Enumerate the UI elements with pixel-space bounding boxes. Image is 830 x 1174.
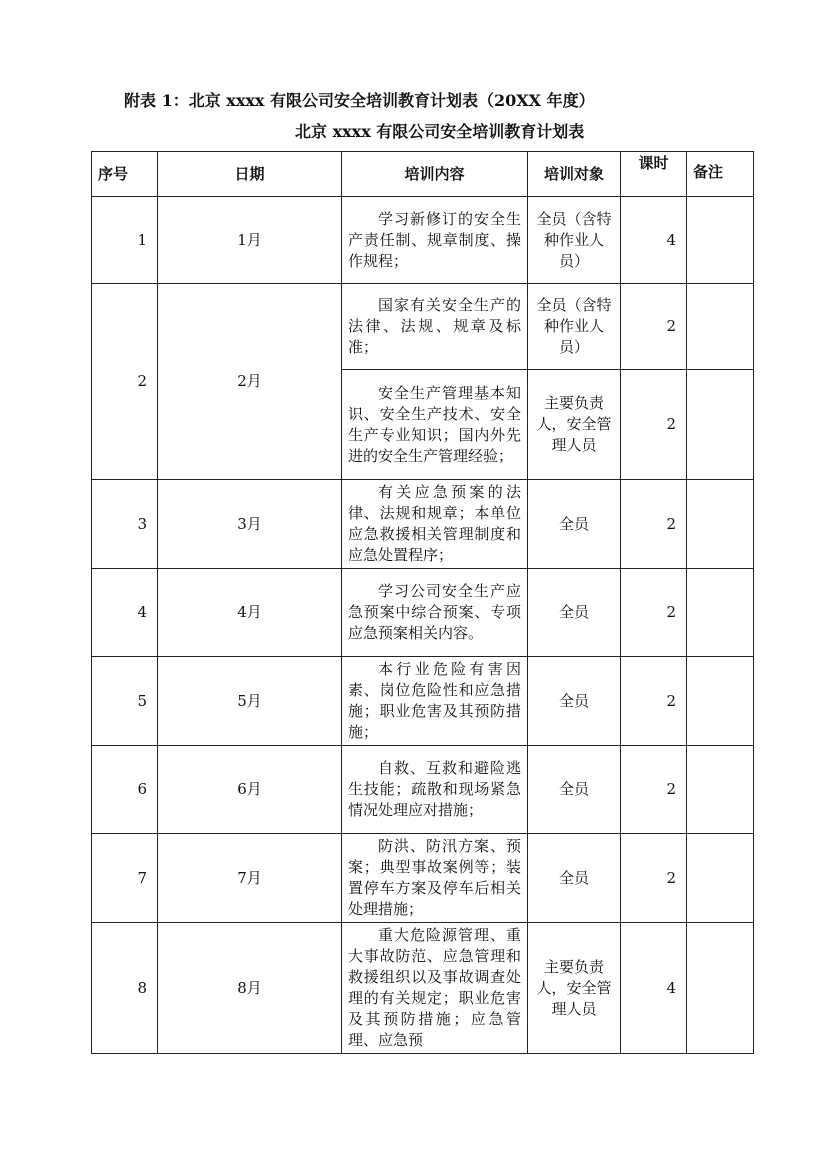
- row-hours: 2: [621, 480, 687, 569]
- row-target: 主要负责人，安全管理人员: [528, 370, 621, 480]
- row-target: 主要负责人，安全管理人员: [528, 923, 621, 1054]
- table-row: [92, 834, 754, 923]
- row-hours: 4: [621, 923, 687, 1054]
- header-hours: 课时: [621, 152, 687, 197]
- table-row: [92, 657, 754, 746]
- row-content: 学习公司安全生产应急预案中综合预案、专项应急预案相关内容。: [342, 569, 528, 657]
- header-note: 备注: [687, 152, 754, 197]
- row-date: 4月: [158, 569, 342, 657]
- header-date: 日期: [158, 152, 342, 197]
- row-hours: 2: [621, 284, 687, 370]
- row-date: 2月: [158, 284, 342, 480]
- row-date: 8月: [158, 923, 342, 1054]
- row-hours: 2: [621, 569, 687, 657]
- row-content: 本行业危险有害因素、岗位危险性和应急措施；职业危害及其预防措施；: [342, 657, 528, 746]
- row-seq: 2: [92, 284, 158, 480]
- row-seq: 5: [92, 657, 158, 746]
- row-seq: 7: [92, 834, 158, 923]
- row-hours: 4: [621, 197, 687, 284]
- row-date: 7月: [158, 834, 342, 923]
- row-date: 1月: [158, 197, 342, 284]
- row-seq: 4: [92, 569, 158, 657]
- row-content: 安全生产管理基本知识、安全生产技术、安全生产专业知识；国内外先进的安全生产管理经验；: [342, 370, 528, 480]
- row-note: [687, 370, 754, 480]
- table-row: [92, 284, 754, 370]
- header-target: 培训对象: [528, 152, 621, 197]
- row-seq: 1: [92, 197, 158, 284]
- row-content: 防洪、防汛方案、预案；典型事故案例等；装置停车方案及停车后相关处理措施；: [342, 834, 528, 923]
- table-row: [92, 923, 754, 1054]
- row-seq: 8: [92, 923, 158, 1054]
- row-content: 有关应急预案的法律、法规和规章；本单位应急救援相关管理制度和应急处置程序；: [342, 480, 528, 569]
- row-hours: 2: [621, 370, 687, 480]
- header-content: 培训内容: [342, 152, 528, 197]
- row-date: 5月: [158, 657, 342, 746]
- row-content: 国家有关安全生产的法律、法规、规章及标准；: [342, 284, 528, 370]
- table-row: [92, 480, 754, 569]
- row-target: 全员: [528, 746, 621, 834]
- row-content: 重大危险源管理、重大事故防范、应急管理和救援组织以及事故调查处理的有关规定；职业危害及其预防措施；应急管理、应急预: [342, 923, 528, 1054]
- row-note: [687, 284, 754, 370]
- header-seq: 序号: [92, 152, 158, 197]
- row-target: 全员: [528, 834, 621, 923]
- row-date: 6月: [158, 746, 342, 834]
- document-title: 附表 1：北京 xxxx 有限公司安全培训教育计划表（20XX 年度）: [124, 91, 595, 110]
- row-target: 全员（含特种作业人员）: [528, 197, 621, 284]
- row-target: 全员: [528, 657, 621, 746]
- row-note: [687, 834, 754, 923]
- row-hours: 2: [621, 746, 687, 834]
- table-row: [92, 569, 754, 657]
- row-note: [687, 480, 754, 569]
- row-hours: 2: [621, 657, 687, 746]
- row-date: 3月: [158, 480, 342, 569]
- row-hours: 2: [621, 834, 687, 923]
- table-row: [92, 746, 754, 834]
- row-target: 全员: [528, 480, 621, 569]
- row-note: [687, 197, 754, 284]
- row-note: [687, 569, 754, 657]
- row-note: [687, 746, 754, 834]
- row-note: [687, 923, 754, 1054]
- row-note: [687, 657, 754, 746]
- row-seq: 3: [92, 480, 158, 569]
- table-title: 北京 xxxx 有限公司安全培训教育计划表: [295, 122, 585, 141]
- row-target: 全员: [528, 569, 621, 657]
- header-row: [92, 152, 754, 197]
- row-seq: 6: [92, 746, 158, 834]
- table-row: [92, 197, 754, 284]
- training-plan-table: [91, 151, 754, 1054]
- row-target: 全员（含特种作业人员）: [528, 284, 621, 370]
- row-content: 学习新修订的安全生产责任制、规章制度、操作规程；: [342, 197, 528, 284]
- row-content: 自救、互救和避险逃生技能；疏散和现场紧急情况处理应对措施；: [342, 746, 528, 834]
